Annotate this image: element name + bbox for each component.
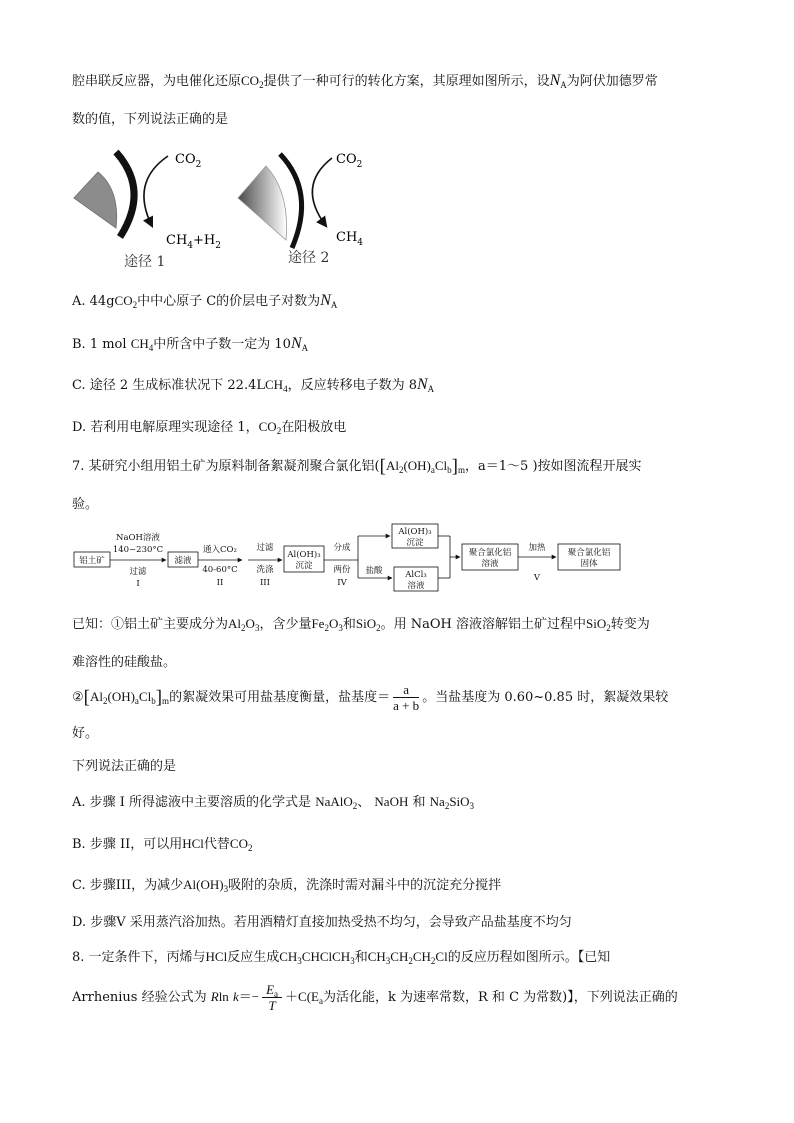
svg-text:固体: 固体 bbox=[580, 559, 598, 569]
svg-text:IV: IV bbox=[337, 578, 347, 588]
svg-text:Al(OH)₃: Al(OH)₃ bbox=[287, 550, 321, 560]
co2-formula: $CO_2$ bbox=[241, 73, 264, 90]
q6-stem-line1: 腔串联反应器，为电催化还原$CO_2$提供了一种可行的转化方案，其原理如图所示，设$N_A$为阿伏加德罗常 bbox=[72, 72, 658, 90]
svg-text:分成: 分成 bbox=[333, 543, 351, 553]
q8-line1: 8. 一定条件下，丙烯与HCl反应生成$CH_3CHClCH_3$和$CH_3CH_2CH_2Cl$的反应历程如图所示。【已知 bbox=[72, 949, 611, 966]
q7-stem-line2: 验。 bbox=[72, 497, 99, 512]
svg-text:聚合氯化铝: 聚合氯化铝 bbox=[567, 548, 611, 558]
svg-text:40-60°C: 40-60°C bbox=[202, 565, 238, 575]
svg-text:聚合氯化铝: 聚合氯化铝 bbox=[468, 548, 512, 558]
pathway-1-reactant: $CO_2$ bbox=[175, 152, 202, 170]
q7-known-2-line2: 好。 bbox=[72, 726, 99, 741]
pac-formula: $[Al_2(OH)_aCl_b]_m$ bbox=[379, 456, 466, 477]
q7-option-c: C. 步骤III，为减少$Al(OH)_3$吸附的杂质，洗涤时需对漏斗中的沉淀充分搅拌 bbox=[72, 877, 502, 894]
svg-text:过滤: 过滤 bbox=[129, 567, 147, 577]
q8-line2: Arrhenius 经验公式为 Rln k＝− $\frac{E_a}{T}$ $+C(E_a$为活化能，k 为速率常数，R 和 C 为常数)】，下列说法正确的 bbox=[72, 982, 678, 1013]
svg-text:盐酸: 盐酸 bbox=[365, 566, 383, 576]
svg-text:III: III bbox=[259, 578, 271, 588]
q7-process-flowchart bbox=[72, 520, 722, 598]
svg-text:铝土矿: 铝土矿 bbox=[79, 556, 105, 566]
pathway-2 bbox=[238, 152, 363, 266]
svg-text:滤液: 滤液 bbox=[174, 556, 192, 566]
pathway-1-arrow bbox=[144, 156, 168, 226]
q7-stem-line1: 7. 某研究小组用铝土矿为原料制备絮凝剂聚合氯化铝($[Al_2(OH)_aCl_b]_m$，a＝1～5 )按如图流程开展实 bbox=[72, 456, 642, 477]
q7-option-a: A. 步骤 I 所得滤液中主要溶质的化学式是 NaAlO$_2$、 NaOH 和 $Na_2SiO_3$ bbox=[72, 794, 475, 811]
q7-known-1-line2: 难溶性的硅酸盐。 bbox=[72, 655, 177, 670]
na-symbol: N bbox=[549, 72, 561, 89]
arrhenius-fraction: $\frac{E_a}{T}$ bbox=[262, 982, 282, 1013]
q7-option-d: D. 步骤V 采用蒸汽浴加热。若用酒精灯直接加热受热不均匀，会导致产品盐基度不均匀 bbox=[72, 915, 572, 930]
q6-option-a: A. 44gCO$_2$中中心原子 C的价层电子对数为$N_A$ bbox=[72, 292, 338, 310]
pathway-1-caption: 途径 1 bbox=[124, 254, 166, 270]
q7-known-2: $②[Al_2(OH)_aCl_b]_m$的絮凝效果可用盐基度衡量，盐基度＝ $\frac{a}{a + b}$ 。当盐基度为 0.60~0.85 时，絮凝效果较 bbox=[72, 682, 669, 713]
pathway-2-catalyst-wedge bbox=[238, 166, 287, 240]
pathway-2-product: $CH_4$ bbox=[336, 230, 364, 248]
svg-text:II: II bbox=[216, 578, 224, 588]
pathway-2-arrow bbox=[312, 158, 332, 226]
svg-text:沉淀: 沉淀 bbox=[406, 538, 424, 548]
pathway-1-products: $CH_4+H_2$ bbox=[166, 233, 221, 251]
svg-text:沉淀: 沉淀 bbox=[295, 561, 313, 571]
pathway-1 bbox=[74, 152, 221, 270]
pathway-2-caption: 途径 2 bbox=[288, 250, 330, 266]
q6-option-b: B. 1 mol $CH_4$中所含中子数一定为 $10N_A$ bbox=[72, 335, 309, 353]
svg-text:过滤: 过滤 bbox=[256, 543, 274, 553]
svg-text:Al(OH)₃: Al(OH)₃ bbox=[398, 527, 432, 537]
q6-option-c: C. 途径 2 生成标准状况下 $22.4LCH_4$，反应转移电子数为 $8N_A$ bbox=[72, 376, 435, 394]
svg-text:加热: 加热 bbox=[528, 543, 546, 553]
pathway-1-catalyst-wedge bbox=[74, 172, 117, 228]
svg-text:I: I bbox=[136, 579, 140, 589]
pathway-1-electrode-arc bbox=[116, 152, 134, 237]
q7-ask: 下列说法正确的是 bbox=[72, 759, 177, 774]
svg-text:NaOH溶液: NaOH溶液 bbox=[116, 533, 160, 543]
q7-option-b: B. 步骤 II，可以用HCl代替$CO_2$ bbox=[72, 836, 253, 853]
q7-known-1: 已知：①铝土矿主要成分为$Al_2O_3$，含少量$Fe_2O_3$和SiO$_2$。用 NaOH 溶液溶解铝土矿过程中SiO$_2$转变为 bbox=[72, 616, 650, 633]
q6-stem-line2: 数的值，下列说法正确的是 bbox=[72, 112, 229, 127]
svg-text:洗涤: 洗涤 bbox=[256, 565, 274, 575]
svg-text:溶液: 溶液 bbox=[407, 581, 425, 591]
svg-text:AlCl₃: AlCl₃ bbox=[405, 570, 427, 580]
pathway-2-reactant: $CO_2$ bbox=[336, 152, 363, 170]
svg-text:通入CO₂: 通入CO₂ bbox=[203, 545, 237, 555]
svg-text:V: V bbox=[533, 573, 541, 583]
basicity-fraction: $\frac{a}{a + b}$ bbox=[393, 682, 420, 713]
q6-option-d: D. 若利用电解原理实现途径 1，$CO_2$在阳极放电 bbox=[72, 419, 347, 436]
svg-text:溶液: 溶液 bbox=[481, 559, 499, 569]
svg-text:两份: 两份 bbox=[333, 565, 351, 575]
svg-text:140~230°C: 140~230°C bbox=[112, 545, 164, 555]
q6-pathway-figure bbox=[68, 142, 388, 274]
